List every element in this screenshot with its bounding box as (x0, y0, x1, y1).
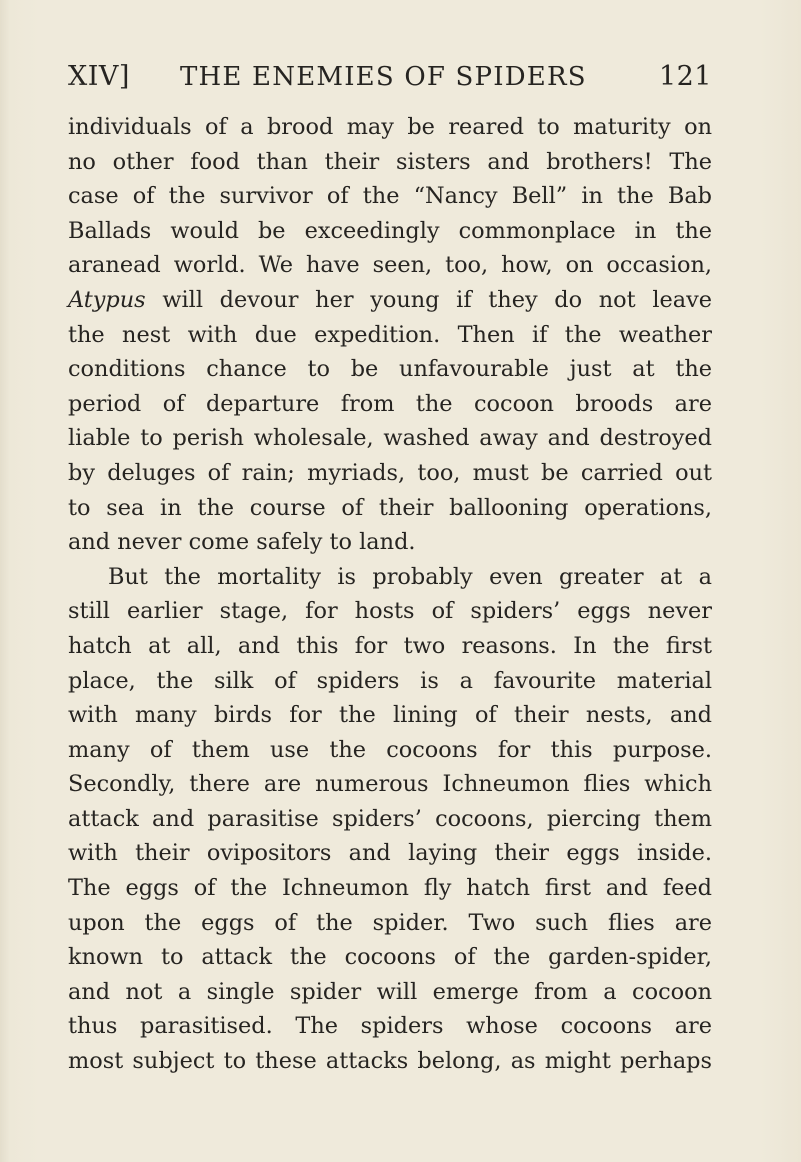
text-line: with their ovipositors and laying their eggs inside. (68, 840, 712, 867)
text-line (68, 283, 712, 318)
text-line: aranead world. We have seen, too, how, on occasion, (68, 252, 712, 279)
text-line: known to attack the cocoons of the garden-spider, (68, 944, 712, 971)
text-line: to sea in the course of their ballooning operations, (68, 494, 712, 521)
paragraph-start-line: But the mortality is probably even greater at a (108, 563, 712, 590)
text-line: Ballads would be exceedingly commonplace in the (68, 217, 712, 244)
text-line: Secondly, there are numerous Ichneumon flies which (68, 771, 712, 798)
text-line: still earlier stage, for hosts of spiders’ eggs never (68, 598, 712, 625)
text-line: place, the silk of spiders is a favourite material (68, 667, 712, 694)
running-head (68, 57, 712, 97)
running-title: THE ENEMIES OF SPIDERS (180, 62, 587, 92)
text-line: no other food than their sisters and brothers! The (68, 148, 712, 175)
text-line: with many birds for the lining of their nests, and (68, 702, 712, 729)
body-text (68, 110, 712, 1079)
text-line: thus parasitised. The spiders whose cocoons are (68, 1013, 712, 1040)
text-line: case of the survivor of the “Nancy Bell” in the Bab (68, 183, 712, 210)
text-line: and never come safely to land. (68, 529, 416, 556)
genus-name-atypus: Atypus (68, 286, 146, 313)
text-line: most subject to these attacks belong, as might perhaps (68, 1048, 712, 1075)
text-line: period of departure from the cocoon broods are (68, 390, 712, 417)
text-line: attack and parasitise spiders’ cocoons, piercing them (68, 805, 712, 832)
text-line: by deluges of rain; myriads, too, must be carried out (68, 459, 712, 486)
text-line: hatch at all, and this for two reasons. In the first (68, 632, 712, 659)
text-line: liable to perish wholesale, washed away and destroyed (68, 425, 712, 452)
text-line-rest: will devour her young if they do not leave (145, 286, 712, 313)
text-line: and not a single spider will emerge from a cocoon (68, 978, 712, 1005)
text-line: conditions chance to be unfavourable just at the (68, 356, 712, 383)
text-line: the nest with due expedition. Then if the weather (68, 321, 712, 348)
text-line: many of them use the cocoons for this purpose. (68, 736, 712, 763)
text-line: individuals of a brood may be reared to maturity on (68, 114, 712, 140)
page-number: 121 (658, 61, 712, 92)
chapter-number: XIV] (68, 61, 130, 92)
text-line: upon the eggs of the spider. Two such flies are (68, 909, 712, 936)
text-line: The eggs of the Ichneumon fly hatch first and feed (68, 875, 712, 902)
